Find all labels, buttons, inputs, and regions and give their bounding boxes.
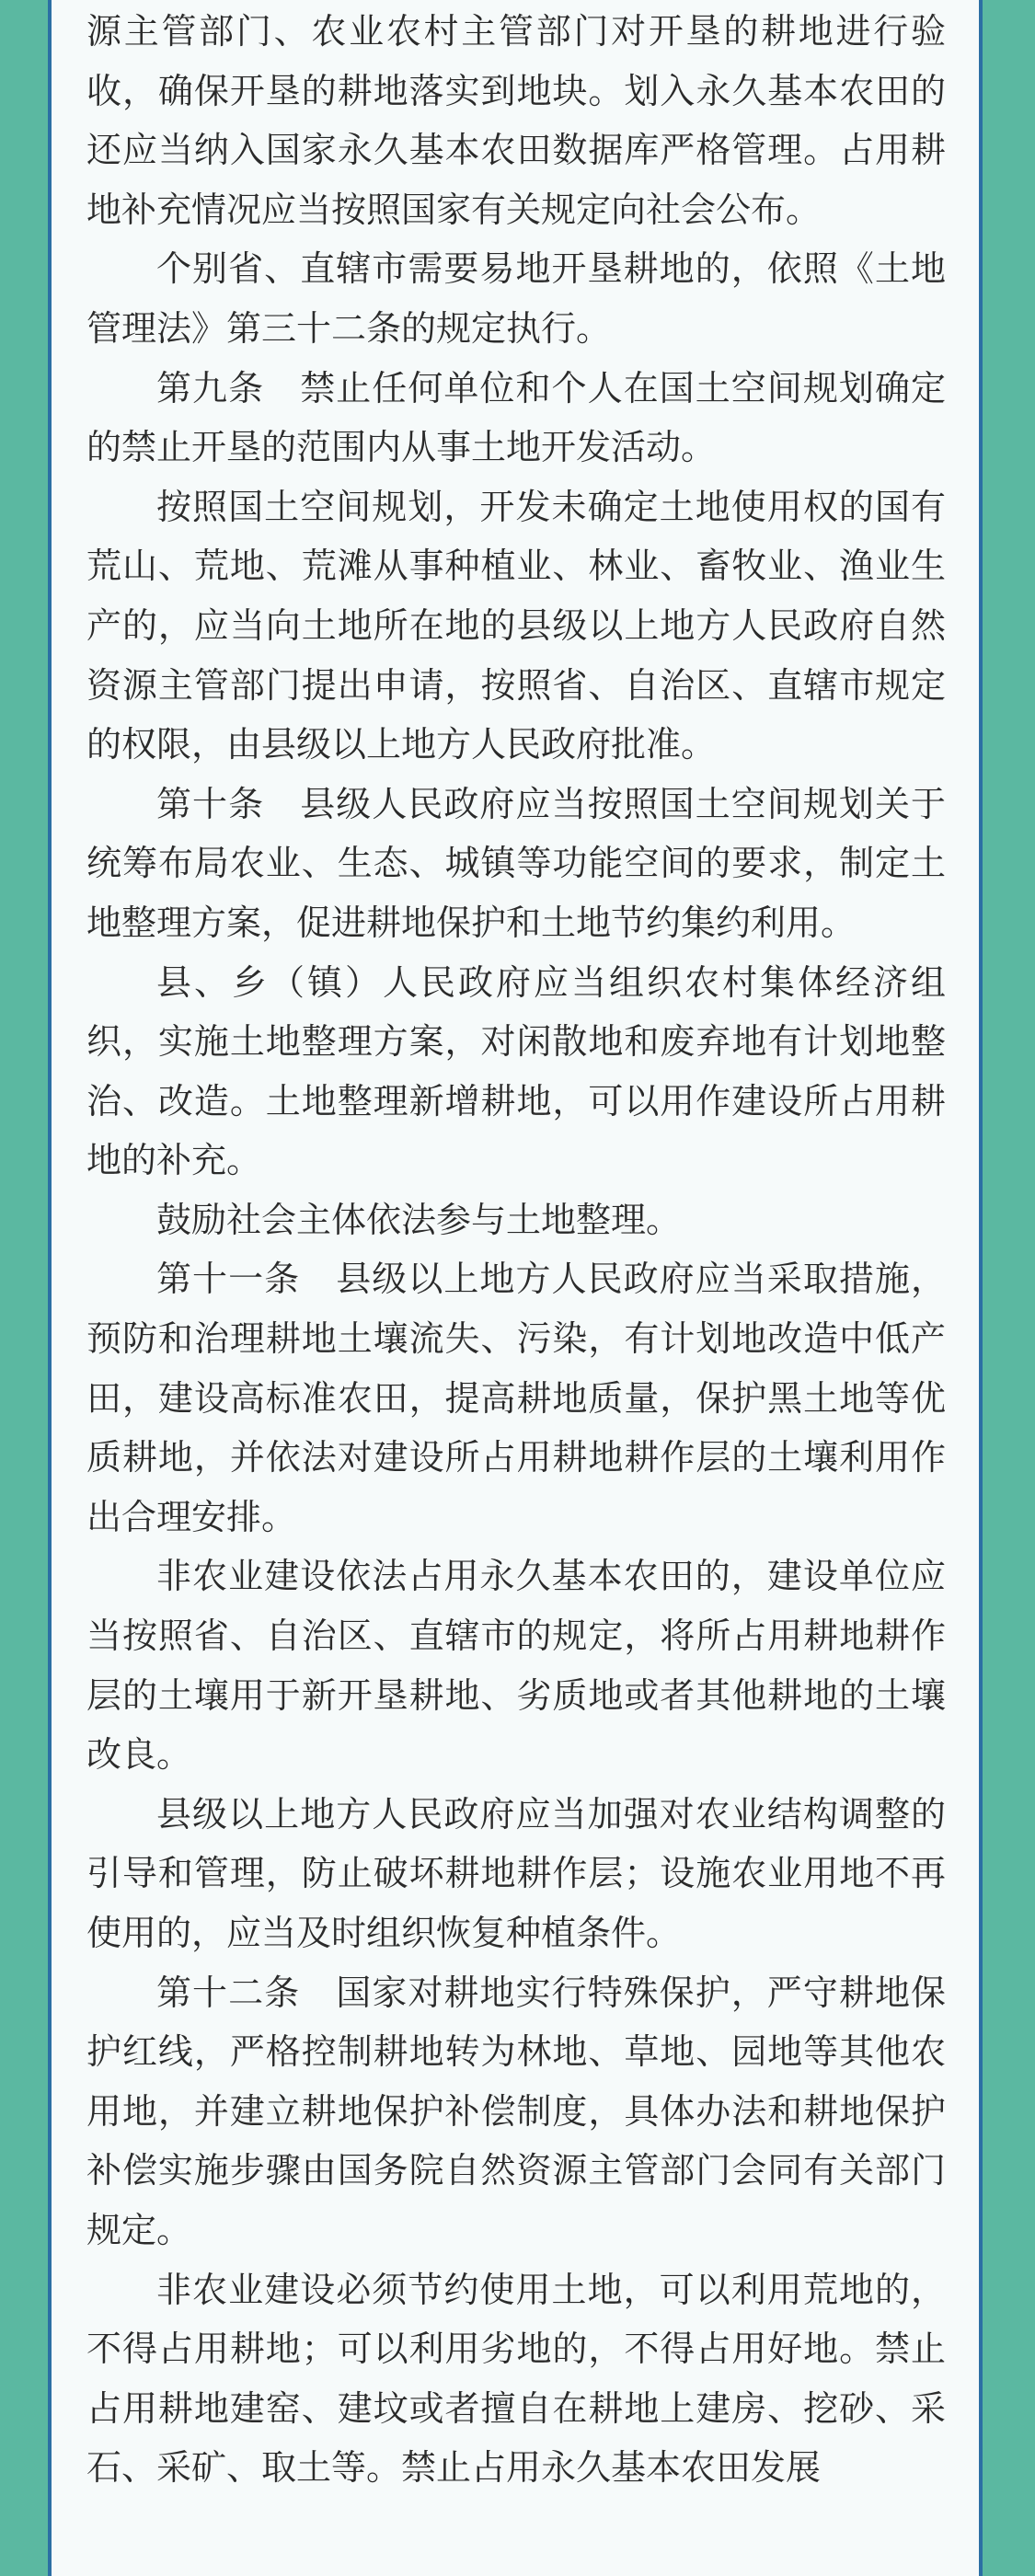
paragraph: 按照国土空间规划，开发未确定土地使用权的国有荒山、荒地、荒滩从事种植业、林业、畜牧业、渔业生产的，应当向土地所在地的县级以上地方人民政府自然资源主管部门提出申请，按照省、自治区、直辖市规定的权限，由县级以上地方人民政府批准。: [86, 486, 946, 765]
paragraph: 个别省、直辖市需要易地开垦耕地的，依照《土地管理法》第三十二条的规定执行。: [86, 248, 946, 349]
article-ten-paragraph: 第十条 县级人民政府应当按照国土空间规划关于统筹布局农业、生态、城镇等功能空间的要求，制定土地整理方案，促进耕地保护和土地节约集约利用。: [86, 783, 946, 943]
article-nine-paragraph: 第九条 禁止任何单位和个人在国土空间规划确定的禁止开垦的范围内从事土地开发活动。: [86, 367, 946, 468]
paragraph: 非农业建设依法占用永久基本农田的，建设单位应当按照省、自治区、直辖市的规定，将所占用耕地耕作层的土壤用于新开垦耕地、劣质地或者其他耕地的土壤改良。: [86, 1556, 946, 1776]
paragraph: 县级以上地方人民政府应当加强对农业结构调整的引导和管理，防止破坏耕地耕作层；设施农业用地不再使用的，应当及时组织恢复种植条件。: [86, 1793, 946, 1953]
paragraph: 源主管部门、农业农村主管部门对开垦的耕地进行验收，确保开垦的耕地落实到地块。划入永久基本农田的还应当纳入国家永久基本农田数据库严格管理。占用耕地补充情况应当按照国家有关规定向社会公布。: [86, 11, 946, 230]
paragraph: 鼓励社会主体依法参与土地整理。: [156, 1199, 682, 1240]
paragraph: 县、乡（镇）人民政府应当组织农村集体经济组织，实施土地整理方案，对闲散地和废弃地有计划地整治、改造。土地整理新增耕地，可以用作建设所占用耕地的补充。: [86, 961, 946, 1181]
document-page: [48, 0, 983, 2576]
article-body: [86, 2, 946, 2498]
article-eleven-paragraph: 第十一条 县级以上地方人民政府应当采取措施，预防和治理耕地土壤流失、污染，有计划地改造中低产田，建设高标准农田，提高耕地质量，保护黑土地等优质耕地，并依法对建设所占用耕地耕作层的土壤利用作出合理安排。: [86, 1259, 946, 1537]
paragraph: 非农业建设必须节约使用土地，可以利用荒地的，不得占用耕地；可以利用劣地的，不得占用好地。禁止占用耕地建窑、建坟或者擅自在耕地上建房、挖砂、采石、采矿、取土等。禁止占用永久基本农田发展: [86, 2269, 946, 2489]
article-twelve-paragraph: 第十二条 国家对耕地实行特殊保护，严守耕地保护红线，严格控制耕地转为林地、草地、园地等其他农用地，并建立耕地保护补偿制度，具体办法和耕地保护补偿实施步骤由国务院自然资源主管部门会同有关部门规定。: [86, 1972, 946, 2250]
